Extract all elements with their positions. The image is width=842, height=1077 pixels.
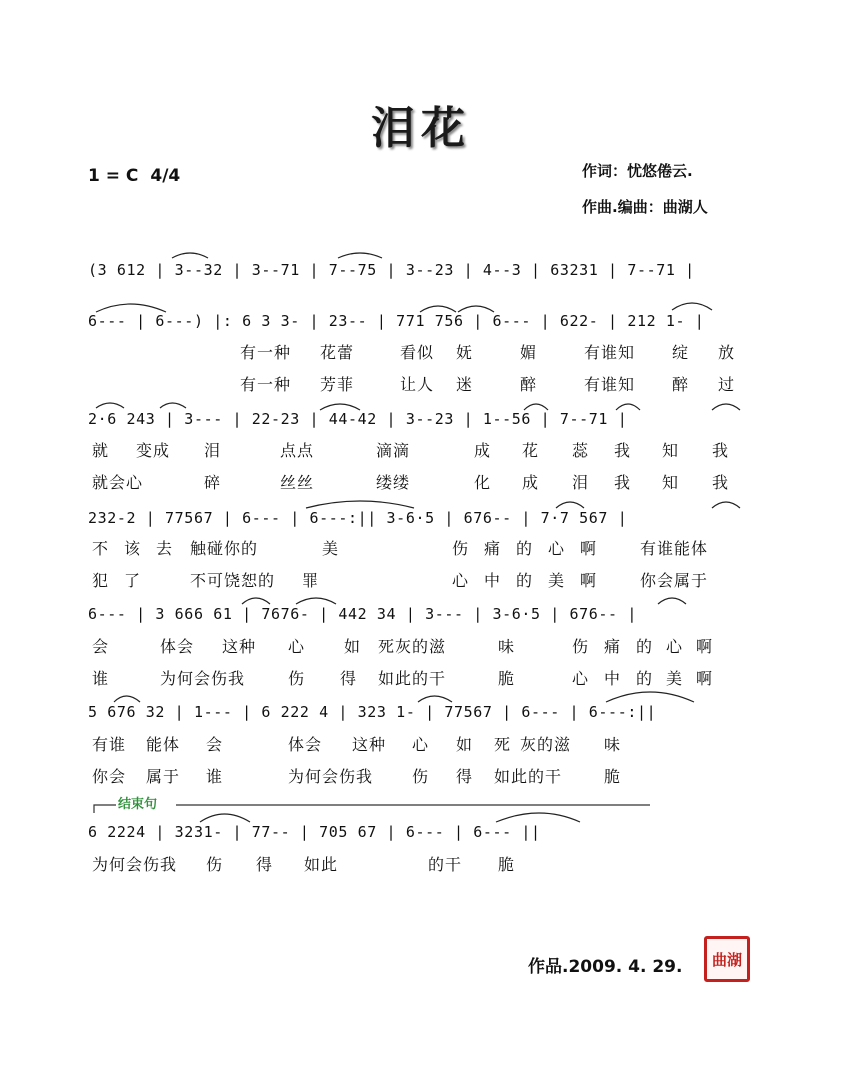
lyric-word: 的	[636, 637, 654, 656]
lyric-word: 我	[712, 441, 730, 460]
lyric-word: 知	[662, 441, 680, 460]
lyric-word: 点点	[280, 441, 315, 460]
lyric-word: 看似	[400, 343, 435, 362]
lyric-word: 化	[474, 473, 492, 492]
lyric-word: 妩	[456, 343, 474, 362]
lyric-word: 美	[548, 571, 566, 590]
lyric-word: 我	[614, 473, 632, 492]
lyric-word: 得	[256, 855, 274, 874]
lyric-word: 滴滴	[376, 441, 411, 460]
lyric-word: 为何会伤我	[92, 855, 178, 874]
lyric-row-5b	[0, 766, 842, 788]
lyric-word: 美	[322, 539, 340, 558]
ending-label: 结束句	[118, 797, 158, 812]
lyric-word: 变成	[136, 441, 171, 460]
lyric-word: 心	[548, 539, 566, 558]
lyric-word: 这种	[352, 735, 387, 754]
lyric-row-5a	[0, 734, 842, 756]
lyric-word: 伤	[206, 855, 224, 874]
lyric-word: 死	[494, 735, 512, 754]
composer-credit: 作曲.编曲：曲湖人	[582, 198, 708, 216]
lyric-word: 属于	[146, 767, 181, 786]
lyric-word: 这种	[222, 637, 257, 656]
lyric-word: 我	[614, 441, 632, 460]
lyric-word: 啊	[580, 539, 598, 558]
lyric-word: 心	[412, 735, 430, 754]
lyric-word: 脆	[498, 855, 516, 874]
lyric-word: 不	[92, 539, 110, 558]
lyric-word: 伤	[412, 767, 430, 786]
key: 1 = C	[88, 166, 139, 186]
lyric-word: 有谁知	[584, 375, 636, 394]
slur	[458, 306, 494, 312]
slur	[96, 403, 124, 408]
slur	[712, 404, 740, 410]
lyric-word: 的	[516, 539, 534, 558]
notation-text: 232-2 | 77567 | 6--- | 6---:|| 3-6·5 | 676-- | 7·7 567 |	[88, 509, 628, 527]
lyric-word: 体会	[288, 735, 323, 754]
slur	[242, 598, 270, 604]
lyric-word: 有谁	[92, 735, 127, 754]
lyric-word: 如此	[304, 855, 339, 874]
red-seal-stamp: 曲湖	[704, 936, 750, 982]
slur	[672, 303, 712, 310]
lyric-word: 为何会伤我	[288, 767, 374, 786]
lyric-word: 谁	[92, 669, 110, 688]
lyric-word: 缕缕	[376, 473, 411, 492]
lyric-word: 过	[718, 375, 736, 394]
slur	[320, 404, 360, 410]
lyric-word: 犯	[92, 571, 110, 590]
slur	[524, 404, 548, 410]
lyric-word: 如此的干	[378, 669, 447, 688]
lyric-word: 灰的滋	[520, 735, 572, 754]
lyric-word: 去	[156, 539, 174, 558]
lyric-word: 心	[666, 637, 684, 656]
notation-text: 6--- | 3 666 61 | 7676- | 442 34 | 3--- | 3-6·5 | 676-- |	[88, 605, 637, 623]
slur	[418, 696, 452, 702]
lyric-word: 为何会伤我	[160, 669, 246, 688]
lyric-word: 伤	[288, 669, 306, 688]
lyric-word: 痛	[484, 539, 502, 558]
lyric-word: 触碰你的	[190, 539, 259, 558]
lyric-row-2b	[0, 472, 842, 494]
lyric-word: 味	[604, 735, 622, 754]
lyric-word: 得	[456, 767, 474, 786]
lyric-word: 会	[206, 735, 224, 754]
lyricist-credit: 作词：忧悠倦云.	[582, 162, 693, 180]
lyric-word: 花蕾	[320, 343, 355, 362]
lyric-word: 会	[92, 637, 110, 656]
notation-text: 5 676 32 | 1--- | 6 222 4 | 323 1- | 77567 | 6--- | 6---:||	[88, 703, 657, 721]
slur	[420, 306, 456, 312]
lyric-word: 你会属于	[640, 571, 709, 590]
lyric-word: 花	[522, 441, 540, 460]
slur	[658, 598, 686, 604]
slur	[296, 598, 336, 604]
lyric-word: 脆	[498, 669, 516, 688]
lyric-word: 媚	[520, 343, 538, 362]
song-title: 泪花	[371, 103, 471, 154]
slur	[556, 502, 584, 508]
lyric-word: 就会心	[92, 473, 144, 492]
lyric-word: 了	[124, 571, 142, 590]
notation-text: 6--- | 6---) |: 6 3 3- | 23-- | 771 756 | 6--- | 622- | 212 1- |	[88, 312, 705, 330]
lyric-word: 如此的干	[494, 767, 563, 786]
lyric-row-4b	[0, 668, 842, 690]
lyric-word: 知	[662, 473, 680, 492]
slur	[200, 814, 250, 822]
lyric-row-4a	[0, 636, 842, 658]
lyric-word: 如	[456, 735, 474, 754]
lyric-word: 体会	[160, 637, 195, 656]
lyric-word: 让人	[400, 375, 435, 394]
lyric-word: 醉	[520, 375, 538, 394]
notation-text: 6 2224 | 3231- | 77-- | 705 67 | 6--- | 6--- ||	[88, 823, 541, 841]
lyric-word: 碎	[204, 473, 222, 492]
lyric-word: 罪	[302, 571, 320, 590]
lyric-word: 我	[712, 473, 730, 492]
lyric-word: 美	[666, 669, 684, 688]
slur	[616, 404, 640, 410]
lyric-word: 中	[604, 669, 622, 688]
time-signature: 4/4	[150, 166, 181, 186]
lyric-word: 有一种	[240, 343, 292, 362]
lyric-word: 有谁知	[584, 343, 636, 362]
lyric-word: 心	[288, 637, 306, 656]
lyric-word: 泪	[204, 441, 222, 460]
slur	[606, 692, 694, 702]
lyric-word: 成	[522, 473, 540, 492]
lyric-word: 的干	[428, 855, 463, 874]
notation-text: 2·6 243 | 3--- | 22-23 | 44-42 | 3--23 | 1--56 | 7--71 |	[88, 410, 628, 428]
lyric-word: 有谁能体	[640, 539, 709, 558]
lyric-word: 成	[474, 441, 492, 460]
slur	[114, 696, 140, 702]
lyric-word: 死灰的滋	[378, 637, 447, 656]
lyric-word: 味	[498, 637, 516, 656]
lyric-word: 你会	[92, 767, 127, 786]
lyric-word: 啊	[696, 669, 714, 688]
notation-text: (3 612 | 3--32 | 3--71 | 7--75 | 3--23 | 4--3 | 63231 | 7--71 |	[88, 261, 695, 279]
slur	[712, 502, 740, 508]
lyric-word: 伤	[452, 539, 470, 558]
lyric-row-2a	[0, 440, 842, 462]
lyric-row-6	[0, 854, 842, 876]
lyric-word: 心	[572, 669, 590, 688]
lyric-word: 能体	[146, 735, 181, 754]
lyric-row-1a	[0, 342, 842, 364]
lyric-word: 痛	[604, 637, 622, 656]
ending-bracket	[92, 803, 652, 813]
lyric-word: 伤	[572, 637, 590, 656]
slur	[160, 403, 186, 408]
lyric-word: 蕊	[572, 441, 590, 460]
lyric-word: 泪	[572, 473, 590, 492]
lyric-word: 中	[484, 571, 502, 590]
lyric-word: 有一种	[240, 375, 292, 394]
lyric-word: 不可饶恕的	[190, 571, 276, 590]
lyric-word: 谁	[206, 767, 224, 786]
lyric-row-3b	[0, 570, 842, 592]
lyric-word: 得	[340, 669, 358, 688]
slur	[338, 253, 382, 258]
lyric-word: 迷	[456, 375, 474, 394]
lyric-row-1b	[0, 374, 842, 396]
slur	[306, 501, 414, 508]
lyric-row-3a	[0, 538, 842, 560]
lyric-word: 就	[92, 441, 110, 460]
date-signature: 作品.2009. 4. 29.	[528, 957, 683, 977]
lyric-word: 丝丝	[280, 473, 315, 492]
lyric-word: 脆	[604, 767, 622, 786]
lyric-word: 如	[344, 637, 362, 656]
lyric-word: 的	[636, 669, 654, 688]
lyric-word: 啊	[696, 637, 714, 656]
lyric-word: 放	[718, 343, 736, 362]
lyric-word: 的	[516, 571, 534, 590]
slur	[172, 253, 208, 258]
lyric-word: 该	[124, 539, 142, 558]
slur	[496, 813, 580, 822]
lyric-word: 芳菲	[320, 375, 355, 394]
lyric-word: 绽	[672, 343, 690, 362]
lyric-word: 啊	[580, 571, 598, 590]
lyric-word: 醉	[672, 375, 690, 394]
lyric-word: 心	[452, 571, 470, 590]
slur	[96, 304, 166, 312]
